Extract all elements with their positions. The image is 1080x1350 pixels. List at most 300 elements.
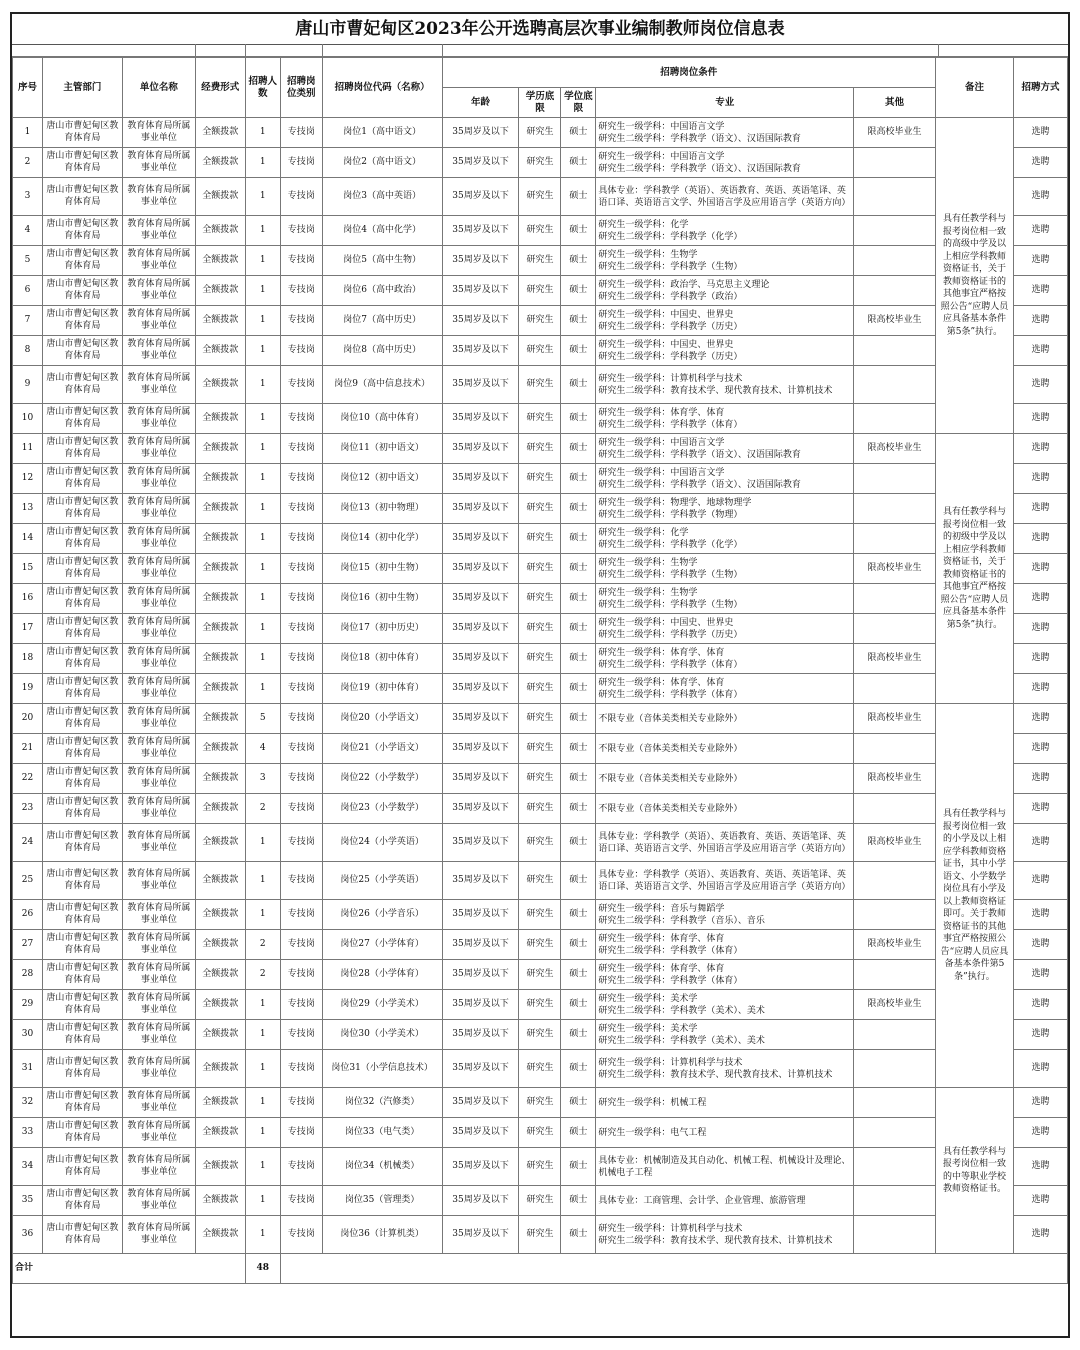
cell-edu: 研究生 — [519, 704, 561, 734]
cell-age: 35周岁及以下 — [442, 614, 519, 644]
cell-count: 1 — [245, 366, 280, 404]
cell-seq: 16 — [13, 584, 43, 614]
cell-age: 35周岁及以下 — [442, 1118, 519, 1148]
cell-method: 选聘 — [1013, 704, 1067, 734]
cell-major — [596, 1148, 854, 1186]
cell-unit: 教育体育局所属事业单位 — [122, 404, 195, 434]
cell-unit: 教育体育局所属事业单位 — [122, 246, 195, 276]
cell-code: 岗位21（小学语文） — [322, 734, 442, 764]
cell-seq: 18 — [13, 644, 43, 674]
cell-category: 专技岗 — [280, 216, 322, 246]
cell-other — [854, 404, 936, 434]
cell-category: 专技岗 — [280, 494, 322, 524]
cell-edu: 研究生 — [519, 674, 561, 704]
cell-count: 1 — [245, 862, 280, 900]
major-line: 研究生一级学科：中国史、世界史 — [598, 309, 734, 320]
cell-code: 岗位20（小学语文） — [322, 704, 442, 734]
cell-degree: 硕士 — [561, 704, 596, 734]
cell-degree: 硕士 — [561, 1050, 596, 1088]
cell-category: 专技岗 — [280, 824, 322, 862]
cell-seq: 35 — [13, 1186, 43, 1216]
major-line: 研究生一级学科：中国语言文学 — [598, 467, 725, 478]
cell-seq: 34 — [13, 1148, 43, 1186]
cell-edu: 研究生 — [519, 246, 561, 276]
cell-method: 选聘 — [1013, 900, 1067, 930]
cell-funding: 全额拨款 — [195, 644, 245, 674]
cell-method: 选聘 — [1013, 1118, 1067, 1148]
major-line: 研究生二级学科：学科教学（历史） — [598, 321, 743, 332]
major-line: 研究生一级学科：计算机科学与技术 — [598, 1057, 743, 1068]
cell-unit: 教育体育局所属事业单位 — [122, 584, 195, 614]
table-row — [13, 366, 1068, 404]
cell-edu: 研究生 — [519, 524, 561, 554]
cell-age: 35周岁及以下 — [442, 734, 519, 764]
total-count: 48 — [245, 1254, 280, 1284]
major-line: 不限专业（音体美类相关专业除外） — [598, 773, 743, 784]
cell-other: 限高校毕业生 — [854, 118, 936, 148]
cell-code: 岗位7（高中历史） — [322, 306, 442, 336]
cell-count: 1 — [245, 178, 280, 216]
cell-edu: 研究生 — [519, 1216, 561, 1254]
cell-other: 限高校毕业生 — [854, 764, 936, 794]
cell-other — [854, 794, 936, 824]
cell-unit: 教育体育局所属事业单位 — [122, 366, 195, 404]
cell-dept: 唐山市曹妃甸区教育体育局 — [42, 276, 122, 306]
major-line: 研究生二级学科：学科教学（体育） — [598, 975, 743, 986]
cell-edu: 研究生 — [519, 366, 561, 404]
cell-age: 35周岁及以下 — [442, 960, 519, 990]
cell-unit: 教育体育局所属事业单位 — [122, 794, 195, 824]
cell-degree: 硕士 — [561, 644, 596, 674]
cell-dept: 唐山市曹妃甸区教育体育局 — [42, 494, 122, 524]
cell-category: 专技岗 — [280, 990, 322, 1020]
table-row — [13, 554, 1068, 584]
cell-unit: 教育体育局所属事业单位 — [122, 1050, 195, 1088]
cell-method: 选聘 — [1013, 764, 1067, 794]
cell-count: 1 — [245, 464, 280, 494]
cell-dept: 唐山市曹妃甸区教育体育局 — [42, 524, 122, 554]
cell-category: 专技岗 — [280, 366, 322, 404]
cell-other — [854, 336, 936, 366]
stub-divider — [245, 44, 246, 56]
cell-count: 1 — [245, 216, 280, 246]
cell-unit: 教育体育局所属事业单位 — [122, 118, 195, 148]
cell-count: 4 — [245, 734, 280, 764]
cell-age: 35周岁及以下 — [442, 1186, 519, 1216]
table-row — [13, 1118, 1068, 1148]
cell-code: 岗位36（计算机类） — [322, 1216, 442, 1254]
table-row — [13, 862, 1068, 900]
cell-category: 专技岗 — [280, 148, 322, 178]
table-row — [13, 306, 1068, 336]
cell-unit: 教育体育局所属事业单位 — [122, 824, 195, 862]
cell-major — [596, 178, 854, 216]
cell-count: 1 — [245, 584, 280, 614]
cell-major — [596, 404, 854, 434]
cell-age: 35周岁及以下 — [442, 1216, 519, 1254]
cell-age: 35周岁及以下 — [442, 674, 519, 704]
cell-count: 1 — [245, 990, 280, 1020]
cell-funding: 全额拨款 — [195, 1118, 245, 1148]
header-dept: 主管部门 — [42, 58, 122, 118]
cell-seq: 12 — [13, 464, 43, 494]
table-row — [13, 1020, 1068, 1050]
cell-method: 选聘 — [1013, 990, 1067, 1020]
cell-dept: 唐山市曹妃甸区教育体育局 — [42, 404, 122, 434]
table-header — [13, 58, 1068, 118]
cell-degree: 硕士 — [561, 178, 596, 216]
header-funding: 经费形式 — [195, 58, 245, 118]
cell-degree: 硕士 — [561, 674, 596, 704]
cell-age: 35周岁及以下 — [442, 900, 519, 930]
cell-age: 35周岁及以下 — [442, 930, 519, 960]
cell-edu: 研究生 — [519, 306, 561, 336]
major-line: 研究生二级学科：学科教学（语文）、汉语国际教育 — [598, 449, 801, 460]
cell-method: 选聘 — [1013, 674, 1067, 704]
stub-divider — [322, 44, 323, 56]
cell-age: 35周岁及以下 — [442, 554, 519, 584]
cell-degree: 硕士 — [561, 584, 596, 614]
major-line: 研究生二级学科：学科教学（音乐）、音乐 — [598, 915, 765, 926]
cell-major — [596, 216, 854, 246]
cell-edu: 研究生 — [519, 862, 561, 900]
cell-degree: 硕士 — [561, 1118, 596, 1148]
cell-method: 选聘 — [1013, 824, 1067, 862]
cell-other — [854, 1148, 936, 1186]
cell-funding: 全额拨款 — [195, 674, 245, 704]
cell-funding: 全额拨款 — [195, 794, 245, 824]
major-line: 具体专业：机械制造及其自动化、机械工程、机械设计及理论、机械电子工程 — [598, 1155, 851, 1178]
cell-code: 岗位26（小学音乐） — [322, 900, 442, 930]
cell-code: 岗位32（汽修类） — [322, 1088, 442, 1118]
cell-unit: 教育体育局所属事业单位 — [122, 644, 195, 674]
cell-edu: 研究生 — [519, 336, 561, 366]
cell-degree: 硕士 — [561, 614, 596, 644]
cell-age: 35周岁及以下 — [442, 1050, 519, 1088]
cell-age: 35周岁及以下 — [442, 494, 519, 524]
cell-funding: 全额拨款 — [195, 246, 245, 276]
cell-code: 岗位12（初中语文） — [322, 464, 442, 494]
cell-funding: 全额拨款 — [195, 464, 245, 494]
cell-major — [596, 366, 854, 404]
table-row — [13, 246, 1068, 276]
table-row — [13, 734, 1068, 764]
table-row — [13, 1148, 1068, 1186]
cell-category: 专技岗 — [280, 554, 322, 584]
cell-code: 岗位30（小学美术） — [322, 1020, 442, 1050]
table-row — [13, 960, 1068, 990]
major-line: 研究生二级学科：学科教学（物理） — [598, 509, 743, 520]
cell-edu: 研究生 — [519, 554, 561, 584]
major-line: 研究生一级学科：机械工程 — [598, 1097, 707, 1108]
cell-category: 专技岗 — [280, 1118, 322, 1148]
table-row — [13, 900, 1068, 930]
cell-method: 选聘 — [1013, 336, 1067, 366]
table-row — [13, 404, 1068, 434]
cell-dept: 唐山市曹妃甸区教育体育局 — [42, 366, 122, 404]
page-title: 唐山市曹妃甸区2023年公开选聘高层次事业编制教师岗位信息表 — [12, 14, 1068, 45]
cell-major — [596, 704, 854, 734]
table-footer — [13, 1254, 1068, 1284]
cell-major — [596, 336, 854, 366]
cell-dept: 唐山市曹妃甸区教育体育局 — [42, 1088, 122, 1118]
cell-age: 35周岁及以下 — [442, 1020, 519, 1050]
header-edu: 学历底限 — [519, 88, 561, 118]
cell-degree: 硕士 — [561, 118, 596, 148]
cell-other — [854, 148, 936, 178]
cell-age: 35周岁及以下 — [442, 862, 519, 900]
total-row — [13, 1254, 1068, 1284]
cell-dept: 唐山市曹妃甸区教育体育局 — [42, 674, 122, 704]
cell-count: 1 — [245, 644, 280, 674]
header-category: 招聘岗位类别 — [280, 58, 322, 118]
cell-major — [596, 644, 854, 674]
cell-edu: 研究生 — [519, 584, 561, 614]
major-line: 研究生二级学科：学科教学（体育） — [598, 659, 743, 670]
cell-method: 选聘 — [1013, 554, 1067, 584]
cell-degree: 硕士 — [561, 764, 596, 794]
cell-other — [854, 900, 936, 930]
cell-count: 1 — [245, 554, 280, 584]
cell-category: 专技岗 — [280, 614, 322, 644]
cell-count: 1 — [245, 524, 280, 554]
cell-other: 限高校毕业生 — [854, 554, 936, 584]
cell-degree: 硕士 — [561, 148, 596, 178]
cell-major — [596, 494, 854, 524]
table-row — [13, 644, 1068, 674]
cell-degree: 硕士 — [561, 1088, 596, 1118]
cell-major — [596, 118, 854, 148]
cell-edu: 研究生 — [519, 734, 561, 764]
cell-other — [854, 1118, 936, 1148]
header-other: 其他 — [854, 88, 936, 118]
table-row — [13, 216, 1068, 246]
cell-dept: 唐山市曹妃甸区教育体育局 — [42, 614, 122, 644]
cell-major — [596, 900, 854, 930]
cell-dept: 唐山市曹妃甸区教育体育局 — [42, 794, 122, 824]
cell-age: 35周岁及以下 — [442, 1148, 519, 1186]
cell-seq: 23 — [13, 794, 43, 824]
cell-funding: 全额拨款 — [195, 1186, 245, 1216]
cell-category: 专技岗 — [280, 1088, 322, 1118]
cell-count: 1 — [245, 1020, 280, 1050]
cell-edu: 研究生 — [519, 930, 561, 960]
cell-method: 选聘 — [1013, 494, 1067, 524]
major-line: 具体专业：学科教学（英语）、英语教育、英语、英语笔译、英语口译、英语语言文学、外国语言学及应用语言学（英语方向） — [598, 869, 851, 892]
cell-dept: 唐山市曹妃甸区教育体育局 — [42, 336, 122, 366]
cell-count: 3 — [245, 764, 280, 794]
major-line: 研究生二级学科：教育技术学、现代教育技术、计算机技术 — [598, 1069, 833, 1080]
cell-edu: 研究生 — [519, 764, 561, 794]
cell-method: 选聘 — [1013, 1186, 1067, 1216]
cell-count: 1 — [245, 1186, 280, 1216]
cell-major — [596, 1088, 854, 1118]
cell-other — [854, 366, 936, 404]
cell-method: 选聘 — [1013, 306, 1067, 336]
cell-unit: 教育体育局所属事业单位 — [122, 148, 195, 178]
cell-seq: 14 — [13, 524, 43, 554]
major-line: 不限专业（音体美类相关专业除外） — [598, 713, 743, 724]
cell-method: 选聘 — [1013, 930, 1067, 960]
cell-funding: 全额拨款 — [195, 1020, 245, 1050]
stub-divider — [938, 44, 939, 56]
cell-category: 专技岗 — [280, 246, 322, 276]
cell-age: 35周岁及以下 — [442, 118, 519, 148]
cell-other — [854, 1020, 936, 1050]
table-row — [13, 584, 1068, 614]
cell-code: 岗位16（初中生物） — [322, 584, 442, 614]
cell-other: 限高校毕业生 — [854, 704, 936, 734]
cell-method: 选聘 — [1013, 734, 1067, 764]
header-count: 招聘人数 — [245, 58, 280, 118]
cell-count: 1 — [245, 306, 280, 336]
cell-seq: 1 — [13, 118, 43, 148]
cell-category: 专技岗 — [280, 1216, 322, 1254]
cell-age: 35周岁及以下 — [442, 216, 519, 246]
cell-dept: 唐山市曹妃甸区教育体育局 — [42, 824, 122, 862]
cell-edu: 研究生 — [519, 464, 561, 494]
table-row — [13, 674, 1068, 704]
cell-category: 专技岗 — [280, 584, 322, 614]
cell-other — [854, 1088, 936, 1118]
cell-dept: 唐山市曹妃甸区教育体育局 — [42, 464, 122, 494]
major-line: 研究生二级学科：学科教学（美术）、美术 — [598, 1005, 765, 1016]
cell-seq: 19 — [13, 674, 43, 704]
cell-funding: 全额拨款 — [195, 900, 245, 930]
cell-dept: 唐山市曹妃甸区教育体育局 — [42, 1118, 122, 1148]
cell-other — [854, 178, 936, 216]
cell-other — [854, 494, 936, 524]
cell-age: 35周岁及以下 — [442, 824, 519, 862]
cell-seq: 20 — [13, 704, 43, 734]
cell-other — [854, 862, 936, 900]
cell-edu: 研究生 — [519, 434, 561, 464]
cell-category: 专技岗 — [280, 900, 322, 930]
cell-age: 35周岁及以下 — [442, 178, 519, 216]
cell-major — [596, 824, 854, 862]
cell-count: 1 — [245, 336, 280, 366]
cell-dept: 唐山市曹妃甸区教育体育局 — [42, 930, 122, 960]
cell-dept: 唐山市曹妃甸区教育体育局 — [42, 764, 122, 794]
cell-method: 选聘 — [1013, 1216, 1067, 1254]
cell-count: 1 — [245, 674, 280, 704]
major-line: 研究生一级学科：生物学 — [598, 557, 698, 568]
cell-unit: 教育体育局所属事业单位 — [122, 704, 195, 734]
major-line: 不限专业（音体美类相关专业除外） — [598, 803, 743, 814]
major-line: 研究生一级学科：体育学、体育 — [598, 647, 725, 658]
cell-other — [854, 1216, 936, 1254]
major-line: 研究生一级学科：中国语言文学 — [598, 437, 725, 448]
cell-major — [596, 276, 854, 306]
cell-other: 限高校毕业生 — [854, 930, 936, 960]
cell-edu: 研究生 — [519, 794, 561, 824]
cell-major — [596, 734, 854, 764]
cell-major — [596, 1216, 854, 1254]
table-row — [13, 464, 1068, 494]
major-line: 研究生一级学科：中国语言文学 — [598, 151, 725, 162]
table-row — [13, 930, 1068, 960]
cell-edu: 研究生 — [519, 178, 561, 216]
cell-age: 35周岁及以下 — [442, 336, 519, 366]
cell-funding: 全额拨款 — [195, 990, 245, 1020]
cell-degree: 硕士 — [561, 990, 596, 1020]
table-body — [13, 118, 1068, 1254]
cell-funding: 全额拨款 — [195, 960, 245, 990]
cell-funding: 全额拨款 — [195, 584, 245, 614]
cell-funding: 全额拨款 — [195, 276, 245, 306]
cell-count: 1 — [245, 434, 280, 464]
cell-edu: 研究生 — [519, 404, 561, 434]
cell-age: 35周岁及以下 — [442, 246, 519, 276]
cell-funding: 全额拨款 — [195, 824, 245, 862]
cell-dept: 唐山市曹妃甸区教育体育局 — [42, 704, 122, 734]
major-line: 研究生二级学科：学科教学（美术）、美术 — [598, 1035, 765, 1046]
cell-seq: 22 — [13, 764, 43, 794]
major-line: 研究生一级学科：计算机科学与技术 — [598, 373, 743, 384]
table-row — [13, 990, 1068, 1020]
cell-major — [596, 246, 854, 276]
cell-unit: 教育体育局所属事业单位 — [122, 336, 195, 366]
cell-age: 35周岁及以下 — [442, 764, 519, 794]
cell-unit: 教育体育局所属事业单位 — [122, 1118, 195, 1148]
cell-count: 1 — [245, 824, 280, 862]
cell-dept: 唐山市曹妃甸区教育体育局 — [42, 178, 122, 216]
cell-unit: 教育体育局所属事业单位 — [122, 1088, 195, 1118]
table-row — [13, 1186, 1068, 1216]
cell-dept: 唐山市曹妃甸区教育体育局 — [42, 862, 122, 900]
major-line: 研究生二级学科：学科教学（语文）、汉语国际教育 — [598, 163, 801, 174]
cell-seq: 36 — [13, 1216, 43, 1254]
cell-edu: 研究生 — [519, 990, 561, 1020]
cell-category: 专技岗 — [280, 1186, 322, 1216]
cell-major — [596, 554, 854, 584]
cell-code: 岗位35（管理类） — [322, 1186, 442, 1216]
table-row — [13, 704, 1068, 734]
cell-seq: 5 — [13, 246, 43, 276]
cell-seq: 17 — [13, 614, 43, 644]
cell-category: 专技岗 — [280, 764, 322, 794]
cell-major — [596, 960, 854, 990]
cell-major — [596, 1118, 854, 1148]
major-line: 研究生二级学科：学科教学（体育） — [598, 689, 743, 700]
cell-seq: 8 — [13, 336, 43, 366]
table-row — [13, 764, 1068, 794]
cell-major — [596, 464, 854, 494]
header-age: 年龄 — [442, 88, 519, 118]
cell-major — [596, 148, 854, 178]
major-line: 研究生二级学科：学科教学（生物） — [598, 599, 743, 610]
major-line: 研究生一级学科：美术学 — [598, 993, 698, 1004]
spacer-row — [12, 44, 1068, 57]
cell-method: 选聘 — [1013, 178, 1067, 216]
cell-method: 选聘 — [1013, 118, 1067, 148]
major-line: 研究生二级学科：学科教学（历史） — [598, 629, 743, 640]
cell-unit: 教育体育局所属事业单位 — [122, 1216, 195, 1254]
cell-code: 岗位8（高中历史） — [322, 336, 442, 366]
cell-other: 限高校毕业生 — [854, 644, 936, 674]
cell-age: 35周岁及以下 — [442, 794, 519, 824]
cell-age: 35周岁及以下 — [442, 644, 519, 674]
cell-count: 1 — [245, 900, 280, 930]
cell-category: 专技岗 — [280, 336, 322, 366]
cell-major — [596, 764, 854, 794]
cell-method: 选聘 — [1013, 960, 1067, 990]
cell-other: 限高校毕业生 — [854, 824, 936, 862]
cell-funding: 全额拨款 — [195, 494, 245, 524]
cell-count: 2 — [245, 794, 280, 824]
major-line: 研究生一级学科：计算机科学与技术 — [598, 1223, 743, 1234]
cell-degree: 硕士 — [561, 494, 596, 524]
